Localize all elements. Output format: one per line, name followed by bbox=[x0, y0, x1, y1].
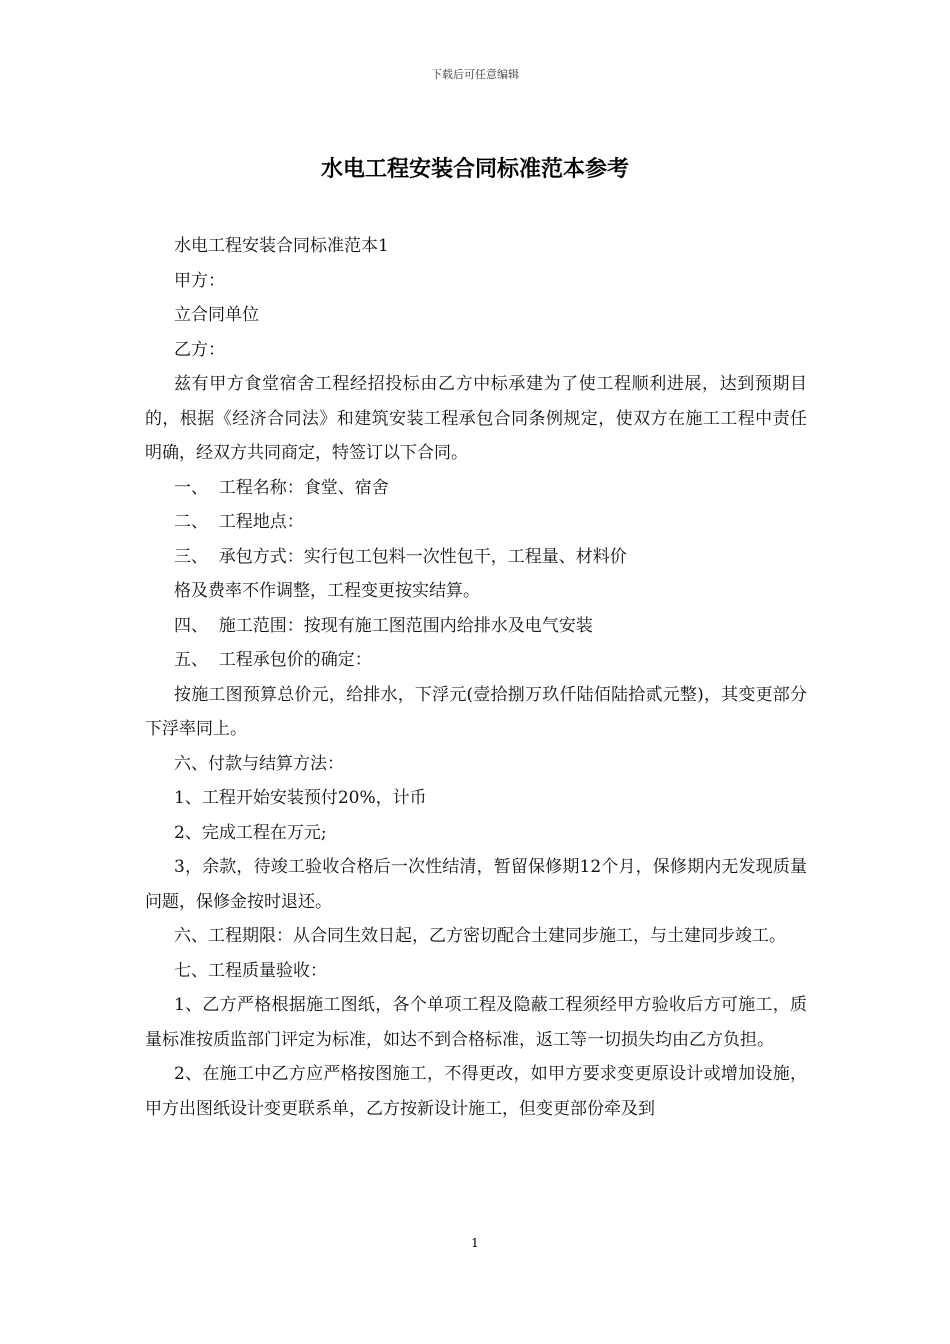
paragraph-preamble: 兹有甲方食堂宿舍工程经招投标由乙方中标承建为了使工程顺利进展，达到预期目的，根据《经济合同法》和建筑安装工程承包合同条例规定，使双方在施工工程中责任明确，经双方共同商定，特签订以下合同。 bbox=[145, 374, 807, 463]
clause-payment: 六、付款与结算方法： bbox=[174, 753, 344, 774]
paragraph-price-detail: 按施工图预算总价元，给排水，下浮元(壹拾捌万玖仟陆佰陆拾贰元整)，其变更部分下浮率同上。 bbox=[145, 684, 807, 739]
page-number: 1 bbox=[471, 1236, 479, 1250]
document-body bbox=[145, 229, 807, 1126]
clause-contract-method-cont: 格及费率不作调整，工程变更按实结算。 bbox=[174, 581, 480, 601]
quality-item-1: 1、乙方严格根据施工图纸，各个单项工程及隐蔽工程须经甲方验收后方可施工，质量标准按质监部门评定为标准，如达不到合格标准，返工等一切损失均由乙方负担。 bbox=[145, 995, 807, 1050]
payment-item-3: 3，余款，待竣工验收合格后一次性结清，暂留保修期12个月，保修期内无发现质量问题，保修金按时退还。 bbox=[145, 857, 807, 912]
paragraph-subtitle: 水电工程安装合同标准范本1 bbox=[174, 236, 389, 256]
clause-quality-acceptance: 七、工程质量验收： bbox=[174, 960, 327, 981]
paragraph-party-b: 乙方： bbox=[174, 339, 225, 360]
clause-project-location: 二、 工程地点： bbox=[174, 512, 304, 532]
paragraph-party-a: 甲方： bbox=[174, 270, 225, 291]
clause-contract-method: 三、 承包方式：实行包工包料一次性包干，工程量、材料价 bbox=[174, 546, 627, 567]
header-note: 下载后可任意编辑 bbox=[431, 68, 519, 81]
clause-construction-scope: 四、 施工范围：按现有施工图范围内给排水及电气安装 bbox=[174, 615, 593, 636]
quality-item-2: 2、在施工中乙方应严格按图施工，不得更改，如甲方要求变更原设计或增加设施，甲方出图纸设计变更联系单，乙方按新设计施工，但变更部份牵及到 bbox=[145, 1064, 807, 1119]
payment-item-2: 2、完成工程在万元; bbox=[174, 822, 327, 843]
payment-item-1: 1、工程开始安装预付20%，计币 bbox=[174, 788, 427, 808]
clause-project-name: 一、 工程名称：食堂、宿舍 bbox=[174, 477, 389, 498]
clause-project-period: 六、工程期限：从合同生效日起，乙方密切配合土建同步施工，与土建同步竣工。 bbox=[174, 926, 786, 946]
clause-contract-price: 五、 工程承包价的确定： bbox=[174, 650, 372, 670]
document-title: 水电工程安装合同标准范本参考 bbox=[320, 157, 629, 182]
paragraph-contract-unit: 立合同单位 bbox=[174, 305, 259, 325]
